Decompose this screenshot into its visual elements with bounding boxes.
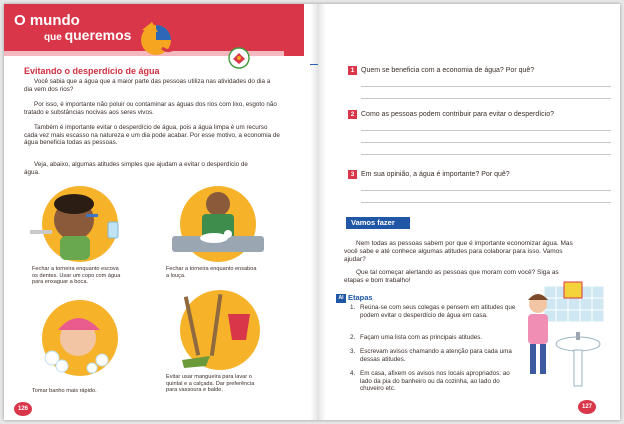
banner-title: [14, 14, 131, 45]
paragraph-4: Veja, abaixo, algumas atitudes simples que ajudam a evitar o desperdício de água.: [24, 161, 248, 176]
banner-title-line1: O mundo: [14, 12, 80, 29]
page-number-left: 126: [14, 402, 32, 416]
step-number: 3.: [350, 348, 356, 355]
step-text: Em casa, afixem os avisos nos locais apropriados: ao lado da pia do banheiro ou da cozinha, ao lado do chuveiro etc.: [360, 370, 510, 393]
intro-paragraph-2: Que tal começar alertando as pessoas que moram com você? Siga as etapas e bom trabalho!: [344, 269, 559, 284]
etapas-icon: AI: [336, 294, 346, 303]
answer-line[interactable]: [361, 130, 611, 131]
step-2: [350, 334, 520, 344]
banner-title-prefix: que: [44, 32, 62, 43]
answer-line[interactable]: [361, 154, 611, 155]
brushing-teeth-illustration: [26, 184, 134, 264]
step-text: Reúna-se com seus colegas e pensem em atitudes que podem evitar o desperdício de água em casa.: [360, 304, 516, 319]
book-spread: [4, 4, 620, 420]
answer-line[interactable]: [361, 142, 611, 143]
caption-shower: Tomar banho mais rápido.: [32, 388, 97, 394]
caption-dishes: Fechar a torneira enquanto ensaboa a louça.: [166, 266, 257, 279]
paragraph-1: Você sabia que a água que a maior parte das pessoas utiliza nas atividades do dia a dia vem dos rios?: [24, 78, 271, 93]
step-number: 4.: [350, 370, 356, 377]
step-text: Escrevam avisos chamando a atenção para cada uma dessas atitudes.: [360, 348, 512, 363]
right-page: [320, 4, 620, 420]
step-number: 1.: [350, 304, 356, 311]
caption-brushing: Fechar a torneira enquanto escova os dentes. Usar um copo com água para enxaguar a boca.: [32, 266, 121, 286]
step-4: [350, 370, 520, 394]
answer-line[interactable]: [361, 86, 611, 87]
answer-line[interactable]: [361, 190, 611, 191]
shower-illustration: [30, 296, 130, 378]
mop-bucket-illustration: [170, 286, 270, 372]
circular-badge-icon: [225, 47, 253, 69]
banner-title-bold: queremos: [64, 27, 132, 43]
answer-line[interactable]: [361, 98, 611, 99]
globe-logo-icon: [136, 18, 178, 58]
step-number: 2.: [350, 334, 356, 341]
question-number: 1: [348, 66, 357, 75]
intro-paragraph-1: Nem todas as pessoas sabem por que é importante economizar água. Mas você sabe e até conhece algumas atitudes para colaborar para isso. Vamos ajudar?: [344, 240, 573, 263]
vamos-fazer-label: Vamos fazer: [346, 217, 410, 229]
bathroom-sink-illustration: [514, 266, 614, 396]
step-1: [350, 304, 520, 328]
page-number-right: 127: [578, 400, 596, 414]
question-text: Quem se beneficia com a economia de água? Por quê?: [361, 67, 535, 74]
caption-mop: Evitar usar mangueira para lavar o quintal e a calçada. Dar preferência para vassoura e balde.: [166, 374, 255, 394]
section-title: Evitando o desperdício de água: [24, 66, 160, 76]
step-text: Façam uma lista com as principais atitudes.: [360, 334, 483, 341]
left-page: [4, 4, 312, 420]
paragraph-3: Também é importante evitar o desperdício de água, pois a água limpa é um recurso cada vez mais escasso na natureza e um dia pode acabar. Por esse motivo, a economia de água beneficia todas as pessoas.: [24, 124, 280, 147]
paragraph-2: Por isso, é importante não poluir ou contaminar as águas dos rios com lixo, esgoto não tratado e substâncias nocivas aos seres vivos.: [24, 101, 277, 116]
question-number: 3: [348, 170, 357, 179]
question-number: 2: [348, 110, 357, 119]
question-text: Em sua opinião, a água é importante? Por quê?: [361, 171, 510, 178]
answer-line[interactable]: [361, 202, 611, 203]
section-banner: [4, 4, 304, 56]
step-3: [350, 348, 520, 366]
question-text: Como as pessoas podem contribuir para evitar o desperdício?: [361, 111, 554, 118]
etapas-title: Etapas: [348, 293, 373, 302]
banner-title-line2: [14, 28, 131, 45]
washing-dishes-illustration: [166, 184, 270, 264]
page-edge-mark: [310, 64, 318, 65]
